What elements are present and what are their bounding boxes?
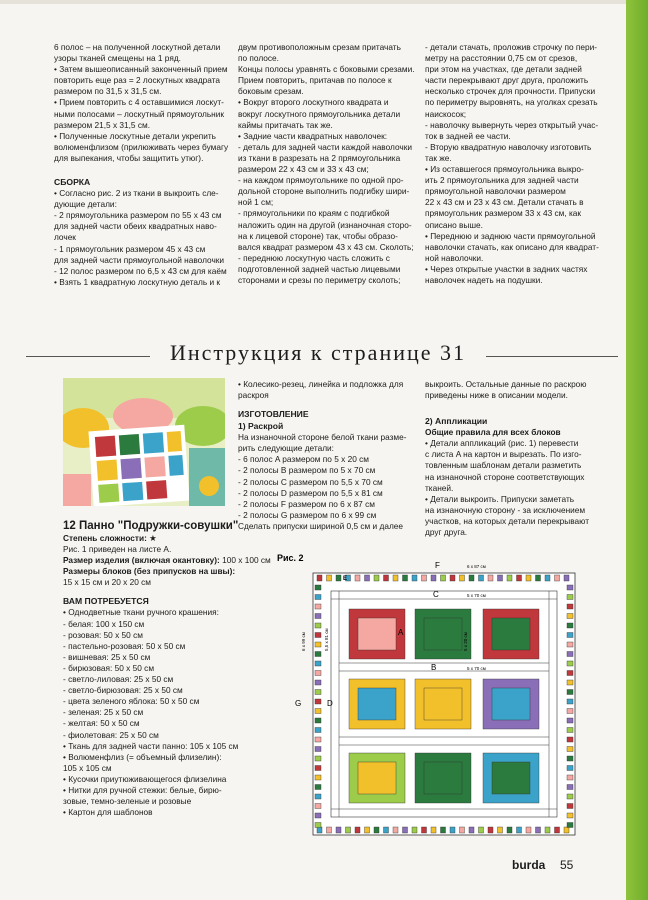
label-a: A: [398, 628, 404, 637]
piano-key: [336, 827, 341, 833]
text-line: • Из оставшегося прямоугольника выкро-: [425, 164, 584, 175]
list-item: • Ткань для задней части панно: 105 x 105 см: [63, 740, 239, 751]
piano-key: [393, 575, 398, 581]
text-line: вался квадрат размером 43 x 43 см. Сколоть;: [238, 241, 414, 252]
piano-key: [567, 623, 573, 628]
text-line: дольной стороне выполнить подгибку шири-: [238, 186, 410, 197]
piano-key: [567, 690, 573, 695]
text-line: каймы притачать так же.: [238, 119, 333, 130]
piano-key: [567, 633, 573, 638]
text-line: - 2 полосы F размером по 6 x 87 см: [238, 498, 375, 509]
piano-key: [567, 785, 573, 790]
piano-key: [315, 614, 321, 619]
text-line: подготовленной задней частью лицевыми: [238, 263, 401, 274]
piano-key: [384, 827, 389, 833]
piano-key: [567, 813, 573, 818]
appl-subheading: Общие правила для всех блоков: [425, 427, 561, 438]
piano-key: [567, 671, 573, 676]
piano-key: [488, 827, 493, 833]
text-line: тканей.: [425, 482, 454, 493]
text-line: дующие детали:: [54, 199, 117, 210]
piano-key: [431, 827, 436, 833]
label-e: E: [343, 576, 348, 582]
piano-key: [315, 642, 321, 647]
appliques-column: [425, 379, 589, 538]
text-line: • Согласно рис. 2 из ткани в выкроить сле-: [54, 188, 219, 199]
top-middle-column: [238, 42, 415, 286]
piano-key: [393, 827, 398, 833]
piano-key: [374, 575, 379, 581]
piano-key: [315, 633, 321, 638]
figure-2-diagram: [277, 551, 617, 846]
materials-heading: ВАМ ПОТРЕБУЕТСЯ: [63, 596, 149, 607]
piano-key: [567, 709, 573, 714]
list-item: - зеленая: 25 x 50 см: [63, 707, 144, 718]
piano-key: [384, 575, 389, 581]
piano-key: [315, 747, 321, 752]
piano-key: [567, 699, 573, 704]
text-line: • Вокруг второго лоскутного квадрата и: [238, 97, 389, 108]
piano-key: [450, 827, 455, 833]
blocks-label: Размеры блоков (без припусков на швы):: [63, 566, 236, 577]
text-line: 22 x 43 см и 23 x 43 см. Детали стачать в: [425, 197, 584, 208]
text-line: • Взять 1 квадратную лоскутную деталь и к: [54, 276, 221, 287]
piano-key: [315, 709, 321, 714]
text-line: наволочки стачать, как описано для квадрат-: [425, 241, 599, 252]
dim-a: 5 x 20 см: [463, 632, 468, 651]
piano-key: [374, 827, 379, 833]
quilt-block-center: [424, 762, 462, 794]
list-item: 105 x 105 см: [63, 762, 112, 773]
piano-key: [412, 827, 417, 833]
piano-key: [365, 827, 370, 833]
text-line: Концы полосы уравнять с боковыми срезами.: [238, 64, 415, 75]
piano-key: [315, 804, 321, 809]
piano-key: [567, 680, 573, 685]
quilt-blocks: [349, 609, 539, 803]
piano-key: [488, 575, 493, 581]
page-number: 55: [560, 858, 574, 872]
dim-c: 5 x 70 см: [467, 593, 486, 598]
text-line: • Задние части квадратных наволочек:: [238, 130, 388, 141]
difficulty-label: Степень сложности:: [63, 533, 147, 543]
text-line: ток в задней ее части.: [425, 130, 511, 141]
list-item: • Картон для шаблонов: [63, 807, 153, 818]
text-line: наволочек надеть на подушки.: [425, 274, 543, 285]
text-line: приведены ниже в описании модели.: [425, 390, 568, 401]
piano-key: [567, 823, 573, 828]
piano-key: [567, 804, 573, 809]
text-line: с листа A на картон и вырезать. По изго-: [425, 449, 582, 460]
list-item: - бирюзовая: 50 x 50 см: [63, 662, 155, 673]
text-line: выкроить. Остальные данные по раскрою: [425, 379, 587, 389]
dim-b: 5 x 70 см: [467, 666, 486, 671]
piano-key: [315, 785, 321, 790]
text-line: размером 22 x 43 см и 33 x 43 см;: [238, 164, 369, 175]
list-item: - пастельно-розовая: 50 x 50 см: [63, 640, 186, 651]
piano-key: [315, 775, 321, 780]
piano-key: [545, 575, 550, 581]
quilt-block-center: [358, 618, 396, 650]
text-line: • Детали аппликаций (рис. 1) перевести: [425, 438, 579, 449]
piano-key: [315, 728, 321, 733]
text-line: - 2 полосы D размером по 5,5 x 81 см: [238, 487, 383, 498]
text-line: ить 2 прямоугольника для задней части: [425, 175, 579, 186]
piano-key: [567, 794, 573, 799]
list-item: - белая: 100 x 150 см: [63, 618, 145, 629]
quilt-block-center: [492, 618, 530, 650]
text-line: • Колесико-резец, линейка и подложка для: [238, 379, 404, 389]
green-spine-strip: [626, 0, 648, 900]
list-item: - цвета зеленого яблока: 50 x 50 см: [63, 696, 200, 707]
difficulty-star-icon: ★: [149, 533, 157, 543]
text-line: - Вторую квадратную наволочку изготовить: [425, 141, 592, 152]
blocks-value: 15 x 15 см и 20 x 20 см: [63, 577, 151, 588]
piano-key: [365, 575, 370, 581]
piano-key: [315, 652, 321, 657]
label-c: C: [433, 590, 439, 599]
text-line: • Прием повторить с 4 оставшимися лоскут-: [54, 97, 224, 108]
text-line: из ткани в разрезать на 2 прямоугольника: [238, 152, 401, 163]
text-line: друг друга.: [425, 527, 468, 538]
piano-key: [536, 827, 541, 833]
text-line: - прямоугольники по краям с подгибкой: [238, 208, 390, 219]
text-line: - на каждом прямоугольнике по одной про-: [238, 175, 404, 186]
piano-key: [317, 575, 322, 581]
piano-key: [567, 652, 573, 657]
piano-key: [327, 827, 332, 833]
piano-key: [315, 661, 321, 666]
text-line: узоры тканей смещены на 1 ряд.: [54, 53, 181, 64]
piano-key: [450, 575, 455, 581]
text-line: лочек: [54, 232, 76, 243]
piano-key: [567, 604, 573, 609]
piano-key: [315, 794, 321, 799]
text-line: части перекрывают друг друга, проложить: [425, 75, 589, 86]
list-item: • Волюменфлиз (= объемный флизелин):: [63, 751, 222, 762]
text-line: ной 1 см;: [238, 197, 274, 208]
piano-key: [498, 575, 503, 581]
piano-key: [479, 575, 484, 581]
text-line: - 1 прямоугольник размером 45 x 43 см: [54, 243, 206, 254]
piano-key: [567, 737, 573, 742]
dim-f: 6 x 87 см: [467, 564, 486, 569]
product-photo: [63, 378, 225, 506]
piano-key: [498, 827, 503, 833]
piano-key: [469, 827, 474, 833]
piano-key: [526, 575, 531, 581]
piano-key: [315, 671, 321, 676]
text-line: волюменфлизом (прилюживать через бумагу: [54, 141, 229, 152]
piano-key: [567, 728, 573, 733]
figure-caption: Рис. 2: [277, 553, 304, 563]
list-item: • Нитки для ручной стежки: белые, бирю-: [63, 784, 222, 795]
list-item: - фиолетовая: 25 x 50 см: [63, 729, 159, 740]
text-line: на изнаночную сторону - за исключением: [425, 504, 586, 515]
piano-key: [422, 575, 427, 581]
text-line: описано выше.: [425, 219, 483, 230]
piano-key: [317, 827, 322, 833]
piano-key: [346, 827, 351, 833]
text-line: товленным шаблонам детали разметить: [425, 460, 582, 471]
text-line: - 12 полос размером по 6,5 x 43 см для каём: [54, 265, 227, 276]
piano-key: [564, 827, 569, 833]
label-g: G: [295, 699, 302, 708]
text-line: • Через открытые участки в задних частях: [425, 263, 588, 274]
text-line: 6 полос – на полученной лоскутной детали: [54, 42, 221, 52]
quilt-block-center: [358, 762, 396, 794]
piano-key: [355, 575, 360, 581]
list-item: - вишневая: 25 x 50 см: [63, 651, 151, 662]
quilt-photo-illustration: [63, 378, 225, 506]
quilt-block-center: [424, 618, 462, 650]
piano-key: [526, 827, 531, 833]
piano-key: [315, 623, 321, 628]
piano-key: [555, 575, 560, 581]
label-b: B: [431, 663, 437, 672]
text-line: прямоугольной наволочки размером: [425, 186, 566, 197]
section-title: Инструкция к странице 31: [169, 340, 467, 365]
size-label: Размер изделия (включая окантовку):: [63, 555, 220, 566]
text-line: повторить еще раз = 2 лоскутных квадрата: [54, 75, 221, 86]
piano-key: [315, 699, 321, 704]
cut-heading: 1) Раскрой: [238, 421, 284, 432]
text-line: - 2 прямоугольника размером по 55 x 43 см: [54, 210, 222, 221]
text-line: на к лицевой стороне) так, чтобы образо-: [238, 230, 398, 241]
quilt-layout-diagram: [277, 551, 617, 841]
piano-key: [567, 585, 573, 590]
label-d: D: [327, 699, 333, 708]
text-line: Рис. 1 приведен на листе А.: [63, 544, 172, 555]
piano-key: [315, 604, 321, 609]
text-line: • Полученные лоскутные детали укрепить: [54, 130, 216, 141]
text-line: раскроя: [238, 390, 269, 401]
piano-key: [507, 575, 512, 581]
piano-key: [315, 718, 321, 723]
appl-heading: 2) Аппликации: [425, 416, 488, 427]
piano-key: [567, 747, 573, 752]
text-line: прямоугольник размером 33 x 43 см, как: [425, 208, 582, 219]
text-line: - 2 полосы C размером по 5,5 x 70 см: [238, 476, 383, 487]
piano-key: [567, 614, 573, 619]
top-edge: [0, 0, 626, 4]
text-line: размером 21,5 x 31,5 см.: [54, 119, 151, 130]
make-heading: ИЗГОТОВЛЕНИЕ: [238, 409, 309, 420]
text-line: на изнаночной стороне соответствующих: [425, 471, 585, 482]
text-line: ной наволочки.: [425, 252, 484, 263]
piano-key: [403, 575, 408, 581]
list-item: • Однодветные ткани ручного крашения:: [63, 607, 219, 618]
quilt-block-center: [424, 688, 462, 720]
list-item: зовые, темно-зеленые и розовые: [63, 796, 192, 807]
panel-title: 12 Панно "Подружки-совушки": [63, 520, 239, 532]
text-line: Прием повторить, притачав по полосе к: [238, 75, 392, 86]
text-line: двум противоположным срезам притачать: [238, 42, 401, 52]
piano-key: [555, 827, 560, 833]
list-item: - розовая: 50 x 50 см: [63, 629, 143, 640]
piano-key: [479, 827, 484, 833]
piano-key: [567, 642, 573, 647]
piano-key: [315, 595, 321, 600]
piano-key: [315, 737, 321, 742]
text-line: - деталь для задней части каждой наволочки: [238, 141, 413, 152]
quilt-block-center: [358, 688, 396, 720]
text-line: Сделать припуски шириной 0,5 см и далее: [238, 520, 404, 531]
materials-column: [63, 519, 271, 818]
text-line: - 2 полосы B размером по 5 x 70 см: [238, 465, 376, 476]
piano-key: [567, 595, 573, 600]
text-line: по периметру выровнять, на уголках срезать: [425, 97, 598, 108]
piano-key: [315, 766, 321, 771]
text-line: • Затем вышеописанный законченный прием: [54, 64, 228, 75]
piano-key: [355, 827, 360, 833]
list-item: - светло-бирюзовая: 25 x 50 см: [63, 685, 183, 696]
piano-key: [460, 575, 465, 581]
size-value: 100 x 100 см: [222, 555, 271, 566]
text-line: - переднюю лоскутную часть сложить с: [238, 252, 390, 263]
text-line: для задней части прямоугольной наволочки: [54, 254, 225, 265]
dim-g: 6 x 99 см: [301, 632, 306, 651]
piano-key: [460, 827, 465, 833]
text-line: несколько строчек для прочности. Припуски: [425, 86, 596, 97]
piano-key: [567, 775, 573, 780]
piano-key: [441, 575, 446, 581]
text-line: наложить один на другой (изнаночная сторо-: [238, 219, 412, 230]
piano-key: [315, 690, 321, 695]
piano-key: [422, 827, 427, 833]
text-line: вокруг лоскутного прямоугольника детали: [238, 108, 401, 119]
piano-key: [567, 661, 573, 666]
assembly-heading: СБОРКА: [54, 177, 91, 188]
piano-key: [469, 575, 474, 581]
piano-key: [536, 575, 541, 581]
text-line: • Детали выкроить. Припуски заметать: [425, 493, 575, 504]
text-line: так же.: [425, 152, 452, 163]
text-line: участков, на которых детали перекрывают: [425, 515, 589, 526]
brand-logo: burda: [512, 858, 546, 872]
piano-key: [403, 827, 408, 833]
piano-key: [315, 813, 321, 818]
text-line: рить следующие детали:: [238, 443, 334, 454]
piano-key: [327, 575, 332, 581]
quilt-block-center: [492, 762, 530, 794]
piano-key: [507, 827, 512, 833]
piano-key: [336, 575, 341, 581]
text-line: - 6 полос A размером по 5 x 20 см: [238, 454, 369, 465]
text-line: • Переднюю и заднюю части прямоугольной: [425, 230, 596, 241]
piano-key: [545, 827, 550, 833]
text-line: при этом на участках, где детали задней: [425, 64, 582, 75]
piano-key: [441, 827, 446, 833]
piano-key: [517, 575, 522, 581]
top-right-column: [425, 42, 599, 286]
piano-key: [315, 680, 321, 685]
piano-key: [431, 575, 436, 581]
piano-key: [315, 756, 321, 761]
piano-key: [567, 718, 573, 723]
text-line: - 2 полосы G размером по 6 x 99 см: [238, 509, 377, 520]
list-item: - желтая: 50 x 50 см: [63, 718, 140, 729]
list-item: • Кусочки приутюживающегося флизелина: [63, 773, 227, 784]
text-line: размером по 31,5 x 31,5 см.: [54, 86, 162, 97]
cutting-column: [238, 379, 406, 532]
text-line: - наволочку вывернуть через открытый учас-: [425, 119, 599, 130]
piano-key: [567, 766, 573, 771]
text-line: На изнаночной стороне белой ткани разме-: [238, 432, 407, 443]
list-item: - светло-лиловая: 25 x 50 см: [63, 674, 174, 685]
text-line: сторонами и срезы по периметру сколоть;: [238, 274, 401, 285]
text-line: для задней части обеих квадратных наво-: [54, 221, 217, 232]
piano-key: [517, 827, 522, 833]
piano-key: [315, 823, 321, 828]
piano-key: [567, 756, 573, 761]
text-line: наискосок;: [425, 108, 467, 119]
text-line: для выпекания, чтобы защитить утюг).: [54, 152, 204, 163]
dim-d: 5,5 x 81 см: [324, 628, 329, 651]
quilt-block-center: [492, 688, 530, 720]
text-line: по полосе.: [238, 53, 279, 64]
piano-key: [412, 575, 417, 581]
text-line: метру на расстоянии 0,75 см от срезов,: [425, 53, 578, 64]
top-left-column: [54, 42, 228, 288]
text-line: боковым срезам.: [238, 86, 304, 97]
text-line: ными полосами – лоскутный прямоугольник: [54, 108, 225, 119]
text-line: - детали стачать, проложив строчку по пери-: [425, 42, 598, 52]
label-f: F: [435, 561, 440, 570]
piano-key: [315, 585, 321, 590]
piano-key: [564, 575, 569, 581]
